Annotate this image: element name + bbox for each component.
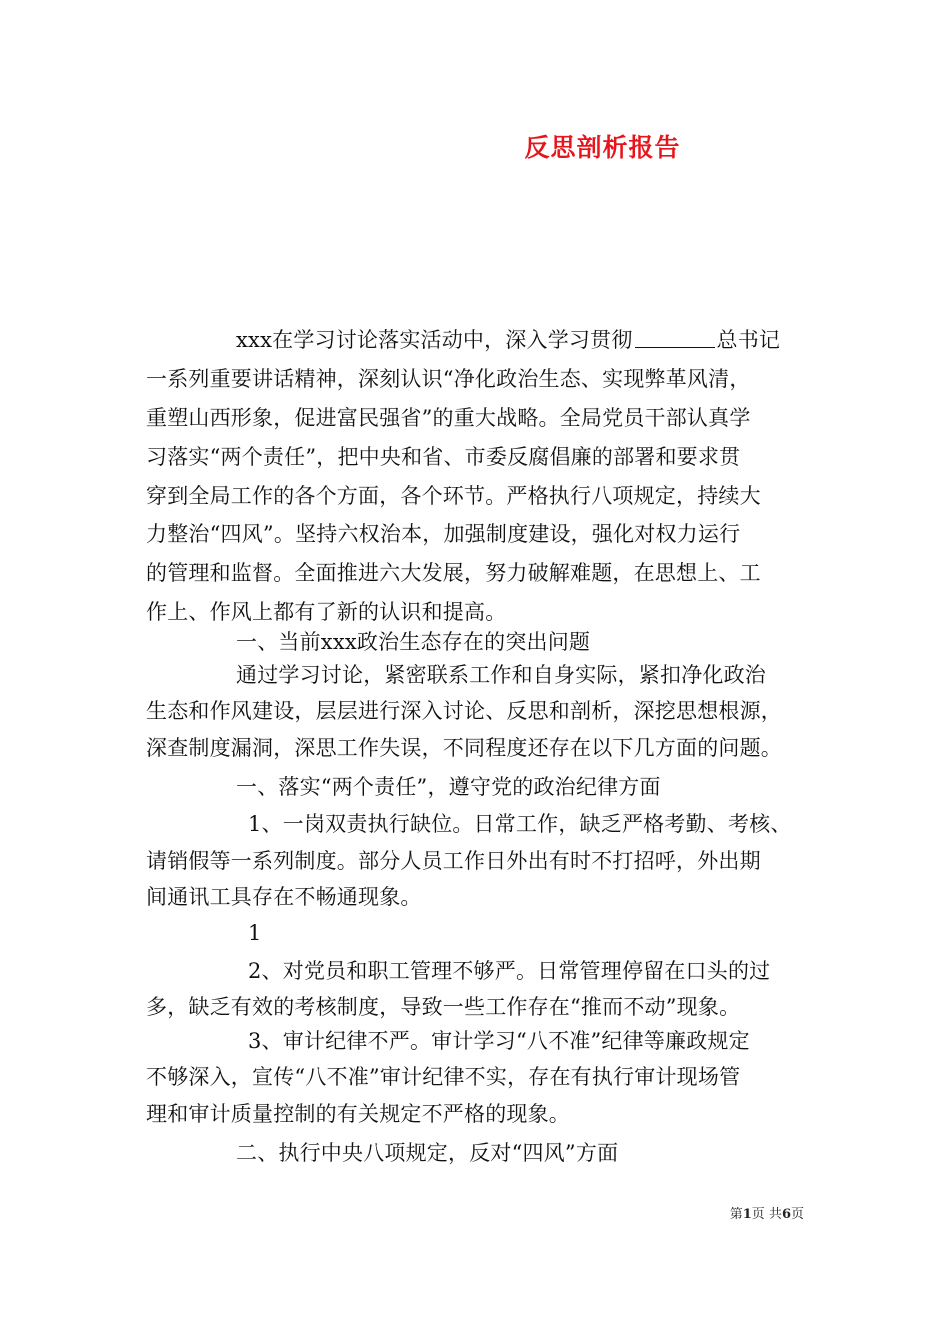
intro-line-1-start: xxx在学习讨论落实活动中，深入学习贯彻 [236, 328, 633, 352]
item2-line-2: 多，缺乏有效的考核制度，导致一些工作存在“推而不动”现象。 [146, 995, 741, 1019]
footer-total-pages: 6 [781, 1207, 791, 1222]
page-footer [730, 1206, 804, 1224]
intro-line-1 [236, 325, 806, 355]
item1-line-2: 请销假等一系列制度。部分人员工作日外出有时不打招呼，外出期 [146, 849, 761, 873]
intro-line-2: 一系列重要讲话精神，深刻认识“净化政治生态、实现弊革风清， [146, 367, 751, 391]
intro-line-4: 习落实“两个责任”，把中央和省、市委反腐倡廉的部署和要求贯 [146, 445, 741, 469]
footer-middle: 页 共 [751, 1207, 782, 1222]
intro-line-8: 作上、作风上都有了新的认识和提高。 [146, 600, 507, 624]
para2-line-1: 通过学习讨论，紧密联系工作和自身实际，紧扣净化政治 [236, 663, 766, 687]
para2-line-2: 生态和作风建设，层层进行深入讨论、反思和剖析，深挖思想根源， [146, 699, 782, 723]
subsection-heading-1: 一、落实“两个责任”，遵守党的政治纪律方面 [236, 775, 661, 799]
section-heading-1: 一、当前xxx政治生态存在的突出问题 [236, 630, 591, 654]
item3-line-2: 不够深入，宣传“八不准”审计纪律不实，存在有执行审计现场管 [146, 1065, 741, 1089]
intro-line-7: 的管理和监督。全面推进六大发展，努力破解难题，在思想上、工 [146, 561, 761, 585]
footer-current-page: 1 [742, 1207, 752, 1222]
intro-line-3: 重塑山西形象，促进富民强省”的重大战略。全局党员干部认真学 [146, 406, 751, 430]
footer-prefix: 第 [729, 1207, 743, 1222]
item3-line-1: 3、审计纪律不严。审计学习“八不准”纪律等廉政规定 [248, 1029, 750, 1053]
blank-underline [635, 327, 715, 348]
item1-line-1: 1、一岗双责执行缺位。日常工作，缺乏严格考勤、考核、 [248, 812, 792, 836]
item2-line-1: 2、对党员和职工管理不够严。日常管理停留在口头的过 [248, 959, 771, 983]
footer-suffix: 页 [790, 1207, 804, 1222]
para2-line-3: 深查制度漏洞，深思工作失误，不同程度还存在以下几方面的问题。 [146, 736, 782, 760]
stray-page-number: 1 [248, 921, 262, 945]
document-title: 反思剖析报告 [524, 133, 681, 162]
item3-line-3: 理和审计质量控制的有关规定不严格的现象。 [146, 1102, 570, 1126]
item1-line-3: 间通讯工具存在不畅通现象。 [146, 885, 422, 909]
intro-line-1-end: 总书记 [716, 328, 781, 352]
subsection-heading-2: 二、执行中央八项规定，反对“四风”方面 [236, 1141, 619, 1165]
intro-line-5: 穿到全局工作的各个方面，各个环节。严格执行八项规定，持续大 [146, 484, 761, 508]
intro-line-6: 力整治“四风”。坚持六权治本，加强制度建设，强化对权力运行 [146, 522, 741, 546]
